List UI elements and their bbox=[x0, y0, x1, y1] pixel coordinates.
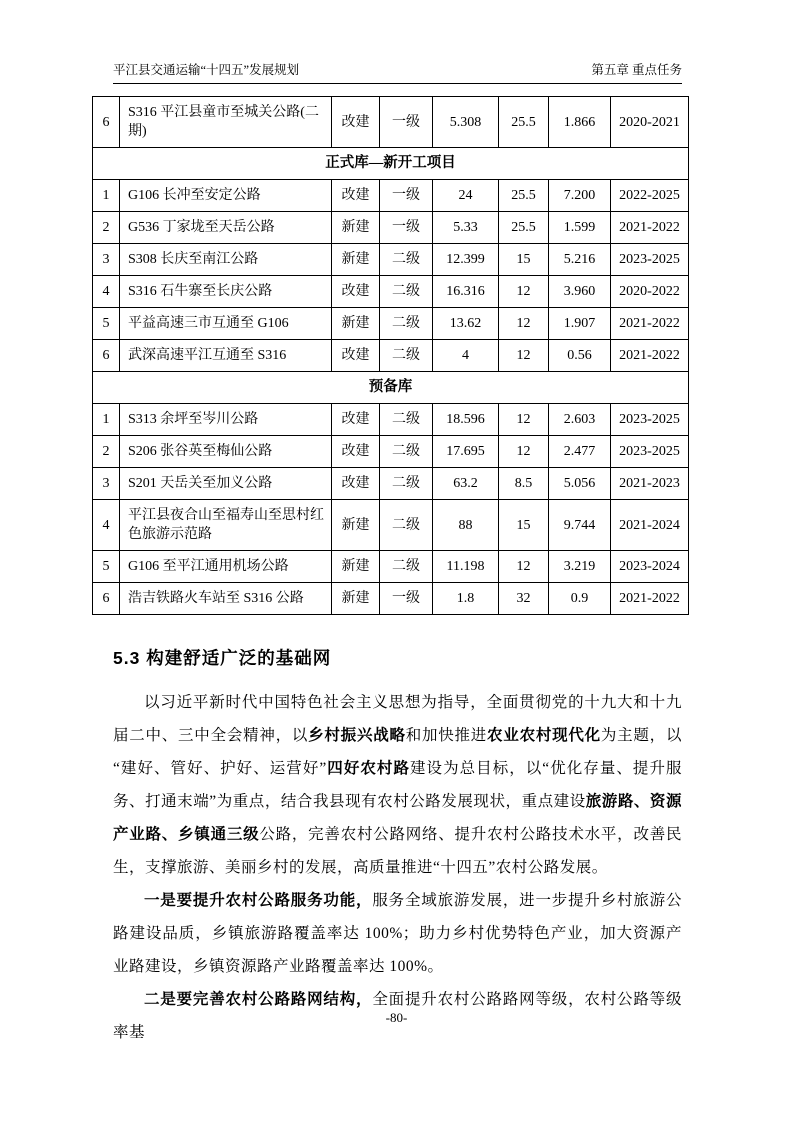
cell-invest: 1.599 bbox=[549, 212, 611, 244]
emphasis-text: 四好农村路 bbox=[326, 760, 410, 777]
cell-width: 12 bbox=[499, 436, 549, 468]
cell-invest: 7.200 bbox=[549, 180, 611, 212]
cell-length: 88 bbox=[433, 500, 499, 551]
cell-grade: 二级 bbox=[380, 468, 433, 500]
cell-name: S316 平江县童市至城关公路(二期) bbox=[120, 97, 332, 148]
emphasis-text: 乡村振兴战略 bbox=[308, 727, 406, 744]
cell-grade: 一级 bbox=[380, 583, 433, 615]
cell-invest: 2.477 bbox=[549, 436, 611, 468]
text-segment: 和加快推进 bbox=[405, 727, 488, 744]
cell-width: 25.5 bbox=[499, 97, 549, 148]
table-section-title: 正式库—新开工项目 bbox=[93, 148, 689, 180]
cell-name: 平益高速三市互通至 G106 bbox=[120, 308, 332, 340]
cell-type: 改建 bbox=[332, 340, 380, 372]
cell-type: 改建 bbox=[332, 468, 380, 500]
cell-period: 2021-2024 bbox=[611, 500, 689, 551]
cell-type: 新建 bbox=[332, 212, 380, 244]
cell-length: 11.198 bbox=[433, 551, 499, 583]
cell-grade: 二级 bbox=[380, 500, 433, 551]
cell-type: 改建 bbox=[332, 404, 380, 436]
cell-invest: 3.960 bbox=[549, 276, 611, 308]
table-row bbox=[93, 500, 689, 551]
emphasis-text: 旅游路、资源产业路、乡镇通三级 bbox=[113, 793, 682, 843]
text-segment: 建设为总目标，以“优化存量、提升服务、打通末端”为重点，结合我县现有农村公路发展现状，重点建设 bbox=[113, 760, 682, 810]
cell-no: 4 bbox=[93, 500, 120, 551]
page-header bbox=[113, 60, 682, 84]
emphasis-text: 农业农村现代化 bbox=[487, 727, 601, 744]
text-segment: 公路，完善农村公路网络、提升农村公路技术水平，改善民生，支撑旅游、美丽乡村的发展，高质量推进“十四五”农村公路发展。 bbox=[113, 826, 682, 876]
cell-invest: 0.56 bbox=[549, 340, 611, 372]
table-row bbox=[93, 340, 689, 372]
cell-length: 5.308 bbox=[433, 97, 499, 148]
table-row bbox=[93, 404, 689, 436]
cell-width: 12 bbox=[499, 404, 549, 436]
emphasis-text: 二是要完善农村公路路网结构， bbox=[144, 991, 373, 1008]
table-row bbox=[93, 180, 689, 212]
cell-width: 15 bbox=[499, 500, 549, 551]
cell-period: 2021-2022 bbox=[611, 340, 689, 372]
cell-grade: 一级 bbox=[380, 180, 433, 212]
table-row bbox=[93, 308, 689, 340]
cell-grade: 一级 bbox=[380, 212, 433, 244]
cell-width: 15 bbox=[499, 244, 549, 276]
cell-length: 16.316 bbox=[433, 276, 499, 308]
cell-period: 2021-2022 bbox=[611, 308, 689, 340]
cell-type: 新建 bbox=[332, 500, 380, 551]
cell-width: 12 bbox=[499, 276, 549, 308]
cell-length: 24 bbox=[433, 180, 499, 212]
cell-length: 18.596 bbox=[433, 404, 499, 436]
table-row bbox=[93, 436, 689, 468]
cell-length: 4 bbox=[433, 340, 499, 372]
emphasis-text: 一是要提升农村公路服务功能， bbox=[144, 892, 373, 909]
cell-name: 武深高速平江互通至 S316 bbox=[120, 340, 332, 372]
cell-width: 32 bbox=[499, 583, 549, 615]
project-table bbox=[92, 96, 689, 615]
cell-name: S206 张谷英至梅仙公路 bbox=[120, 436, 332, 468]
cell-type: 改建 bbox=[332, 180, 380, 212]
cell-width: 25.5 bbox=[499, 212, 549, 244]
cell-grade: 二级 bbox=[380, 436, 433, 468]
table-row bbox=[93, 551, 689, 583]
cell-period: 2023-2025 bbox=[611, 436, 689, 468]
cell-width: 25.5 bbox=[499, 180, 549, 212]
text-segment: 以习近平新时代中国特色社会主义思想为指导，全面贯彻党的十九大和十九届二中、三中全会精神，以 bbox=[113, 694, 682, 744]
cell-name: S316 石牛寨至长庆公路 bbox=[120, 276, 332, 308]
cell-name: G536 丁家垅至天岳公路 bbox=[120, 212, 332, 244]
cell-period: 2020-2022 bbox=[611, 276, 689, 308]
text-segment: 为主题，以“建好、管好、护好、运营好” bbox=[113, 727, 682, 777]
page-number: -80- bbox=[385, 1010, 408, 1025]
table-row bbox=[93, 583, 689, 615]
cell-grade: 二级 bbox=[380, 276, 433, 308]
table-section-row bbox=[93, 148, 689, 180]
cell-no: 1 bbox=[93, 404, 120, 436]
cell-no: 2 bbox=[93, 212, 120, 244]
cell-name: S313 余坪至岑川公路 bbox=[120, 404, 332, 436]
cell-grade: 二级 bbox=[380, 551, 433, 583]
text-segment: 全面提升农村公路路网等级，农村公路等级率基 bbox=[113, 991, 682, 1041]
table-section-title: 预备库 bbox=[93, 372, 689, 404]
cell-name: G106 至平江通用机场公路 bbox=[120, 551, 332, 583]
cell-invest: 5.216 bbox=[549, 244, 611, 276]
cell-grade: 二级 bbox=[380, 404, 433, 436]
table-row bbox=[93, 244, 689, 276]
body-paragraphs bbox=[113, 686, 682, 1049]
cell-grade: 一级 bbox=[380, 97, 433, 148]
cell-type: 改建 bbox=[332, 276, 380, 308]
cell-no: 6 bbox=[93, 97, 120, 148]
cell-no: 6 bbox=[93, 340, 120, 372]
cell-width: 12 bbox=[499, 308, 549, 340]
cell-length: 5.33 bbox=[433, 212, 499, 244]
body-paragraph bbox=[113, 884, 682, 983]
cell-width: 12 bbox=[499, 340, 549, 372]
cell-period: 2021-2022 bbox=[611, 583, 689, 615]
cell-type: 改建 bbox=[332, 97, 380, 148]
cell-invest: 3.219 bbox=[549, 551, 611, 583]
cell-period: 2020-2021 bbox=[611, 97, 689, 148]
cell-invest: 1.907 bbox=[549, 308, 611, 340]
cell-grade: 二级 bbox=[380, 340, 433, 372]
cell-no: 6 bbox=[93, 583, 120, 615]
cell-period: 2021-2023 bbox=[611, 468, 689, 500]
section-heading: 5.3 构建舒适广泛的基础网 bbox=[113, 648, 332, 668]
cell-name: 浩吉铁路火车站至 S316 公路 bbox=[120, 583, 332, 615]
cell-no: 5 bbox=[93, 551, 120, 583]
cell-period: 2022-2025 bbox=[611, 180, 689, 212]
cell-type: 新建 bbox=[332, 583, 380, 615]
cell-invest: 0.9 bbox=[549, 583, 611, 615]
cell-invest: 5.056 bbox=[549, 468, 611, 500]
body-paragraph bbox=[113, 686, 682, 884]
cell-invest: 9.744 bbox=[549, 500, 611, 551]
cell-no: 5 bbox=[93, 308, 120, 340]
cell-no: 3 bbox=[93, 244, 120, 276]
cell-length: 1.8 bbox=[433, 583, 499, 615]
cell-name: S201 天岳关至加义公路 bbox=[120, 468, 332, 500]
cell-grade: 二级 bbox=[380, 308, 433, 340]
cell-type: 新建 bbox=[332, 244, 380, 276]
cell-length: 63.2 bbox=[433, 468, 499, 500]
header-document-title: 平江县交通运输“十四五”发展规划 bbox=[113, 63, 300, 77]
cell-type: 新建 bbox=[332, 308, 380, 340]
table-row bbox=[93, 468, 689, 500]
header-chapter-title: 第五章 重点任务 bbox=[591, 63, 682, 77]
cell-invest: 1.866 bbox=[549, 97, 611, 148]
cell-name: 平江县夜合山至福寿山至思村红色旅游示范路 bbox=[120, 500, 332, 551]
cell-no: 2 bbox=[93, 436, 120, 468]
table-row bbox=[93, 276, 689, 308]
cell-invest: 2.603 bbox=[549, 404, 611, 436]
cell-no: 3 bbox=[93, 468, 120, 500]
cell-grade: 二级 bbox=[380, 244, 433, 276]
cell-name: S308 长庆至南江公路 bbox=[120, 244, 332, 276]
cell-period: 2023-2024 bbox=[611, 551, 689, 583]
cell-period: 2023-2025 bbox=[611, 404, 689, 436]
cell-period: 2023-2025 bbox=[611, 244, 689, 276]
table-section-row bbox=[93, 372, 689, 404]
cell-width: 12 bbox=[499, 551, 549, 583]
cell-period: 2021-2022 bbox=[611, 212, 689, 244]
table-row bbox=[93, 97, 689, 148]
cell-no: 4 bbox=[93, 276, 120, 308]
cell-width: 8.5 bbox=[499, 468, 549, 500]
cell-length: 17.695 bbox=[433, 436, 499, 468]
text-segment: 服务全域旅游发展，进一步提升乡村旅游公路建设品质，乡镇旅游路覆盖率达 100%；助力乡村优势特色产业，加大资源产业路建设，乡镇资源路产业路覆盖率达 100%。 bbox=[113, 892, 682, 975]
table-row bbox=[93, 212, 689, 244]
cell-type: 新建 bbox=[332, 551, 380, 583]
cell-no: 1 bbox=[93, 180, 120, 212]
cell-length: 12.399 bbox=[433, 244, 499, 276]
cell-length: 13.62 bbox=[433, 308, 499, 340]
cell-name: G106 长冲至安定公路 bbox=[120, 180, 332, 212]
cell-type: 改建 bbox=[332, 436, 380, 468]
